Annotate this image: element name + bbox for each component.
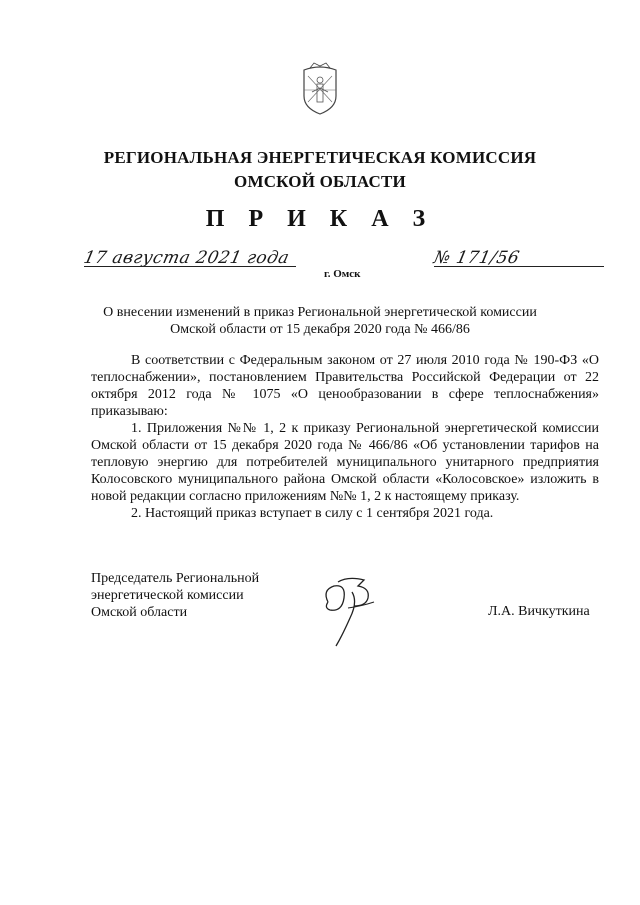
authority-name-line2: ОМСКОЙ ОБЛАСТИ (234, 172, 406, 191)
subject-line2: Омской области от 15 декабря 2020 года № 466/86 (170, 322, 470, 337)
city-label: г. Омск (324, 268, 361, 280)
handwritten-number (432, 248, 522, 268)
position-line2: энергетической комиссии (91, 588, 244, 603)
subject-line1: О внесении изменений в приказ Региональной энергетической комиссии (103, 305, 537, 320)
number-value: 171/56 (454, 248, 522, 268)
order-subject (0, 304, 640, 338)
coat-of-arms-emblem (298, 62, 342, 116)
order-body (91, 352, 599, 522)
document-type-title: П Р И К А З (205, 206, 435, 232)
signatory-position (91, 570, 259, 621)
signatory-name: Л.А. Вичкуткина (488, 604, 590, 619)
date-underline (84, 266, 296, 267)
authority-name-line1: РЕГИОНАЛЬНАЯ ЭНЕРГЕТИЧЕСКАЯ КОМИССИЯ (103, 148, 537, 167)
item-2-paragraph: 2. Настоящий приказ вступает в силу с 1 сентября 2021 года. (131, 506, 494, 521)
position-line1: Председатель Региональной (91, 571, 260, 586)
preamble-paragraph: В соответствии с Федеральным законом от 27 июля 2010 года № 190-ФЗ «О теплоснабжении», постановлением Правительства Российской Федерации от 22 октября 2012 года № 1075 «О ценообразовании в сфере теплоснабжения» приказываю: (91, 353, 599, 419)
number-sign: № (431, 248, 453, 268)
handwritten-signature (318, 572, 380, 650)
handwritten-date: 17 августа 2021 года (81, 248, 292, 268)
number-underline (434, 266, 604, 267)
position-line3: Омской области (91, 605, 188, 620)
item-1-paragraph: 1. Приложения №№ 1, 2 к приказу Региональной энергетической комиссии Омской области от 15 декабря 2020 года № 466/86 «Об установлении тарифов на тепловую энергию для потребителей муниципального унитарного предприятия Колосовского муниципального района Омской области «Колосовское» изложить в новой редакции согласно приложениям №№ 1, 2 к настоящему приказу. (91, 421, 599, 504)
